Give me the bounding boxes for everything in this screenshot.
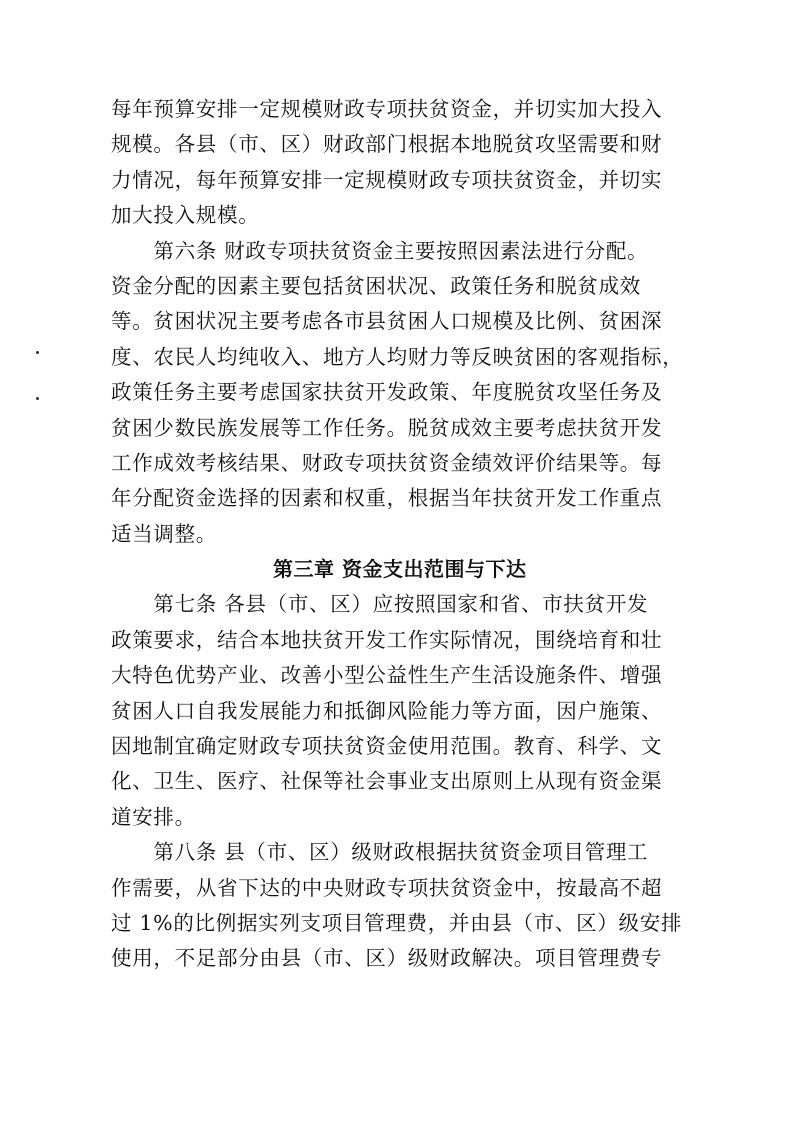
paragraph-line: 工作成效考核结果、财政专项扶贫资金绩效评价结果等。每 (111, 450, 663, 475)
paragraph-line: 度、农民人均纯收入、地方人均财力等反映贫困的客观指标， (111, 344, 684, 369)
paragraph-line: 化、卫生、医疗、社保等社会事业支出原则上从现有资金渠 (111, 769, 663, 794)
paragraph-line: 道安排。 (111, 804, 196, 829)
paragraph-line: 政策要求，结合本地扶贫开发工作实际情况，围绕培育和壮 (111, 627, 663, 652)
paragraph-line: 每年预算安排一定规模财政专项扶贫资金，并切实加大投入 (111, 97, 663, 121)
paragraph-line: 加大投入规模。 (111, 203, 260, 228)
paragraph-line: 等。贫困状况主要考虑各市县贫困人口规模及比例、贫困深 (111, 309, 663, 334)
paragraph-line: 贫困人口自我发展能力和抵御风险能力等方面，因户施策、 (111, 698, 663, 723)
paragraph-line: 适当调整。 (111, 521, 217, 546)
paragraph-line: 因地制宜确定财政专项扶贫资金使用范围。教育、科学、文 (111, 734, 663, 759)
paragraph-line: 作需要，从省下达的中央财政专项扶贫资金中，按最高不超 (111, 875, 663, 900)
paragraph-line: 政策任务主要考虑国家扶贫开发政策、年度脱贫攻坚任务及 (111, 380, 663, 405)
document-body (111, 92, 684, 977)
paragraph-line: 使用，不足部分由县（市、区）级财政解决。项目管理费专 (111, 946, 663, 971)
paragraph-line: 贫困少数民族发展等工作任务。脱贫成效主要考虑扶贫开发 (111, 415, 663, 440)
scan-speck (36, 397, 39, 400)
chapter-heading: 第三章 资金支出范围与下达 (273, 557, 527, 582)
paragraph-line: 规模。各县（市、区）财政部门根据本地脱贫攻坚需要和财 (111, 132, 663, 157)
paragraph-line: 过 1%的比例据实列支项目管理费，并由县（市、区）级安排 (111, 910, 683, 935)
paragraph-line: 第八条 县（市、区）级财政根据扶贫资金项目管理工 (111, 840, 649, 865)
paragraph-line: 第六条 财政专项扶贫资金主要按照因素法进行分配。 (111, 238, 649, 263)
paragraph-line: 力情况，每年预算安排一定规模财政专项扶贫资金，并切实 (111, 167, 663, 192)
paragraph-line: 年分配资金选择的因素和权重，根据当年扶贫开发工作重点 (111, 486, 663, 511)
paragraph-line: 大特色优势产业、改善小型公益性生产生活设施条件、增强 (111, 663, 663, 688)
paragraph-line: 第七条 各县（市、区）应按照国家和省、市扶贫开发 (111, 592, 649, 617)
paragraph-line: 资金分配的因素主要包括贫困状况、政策任务和脱贫成效 (111, 273, 641, 298)
scan-speck (36, 351, 39, 354)
